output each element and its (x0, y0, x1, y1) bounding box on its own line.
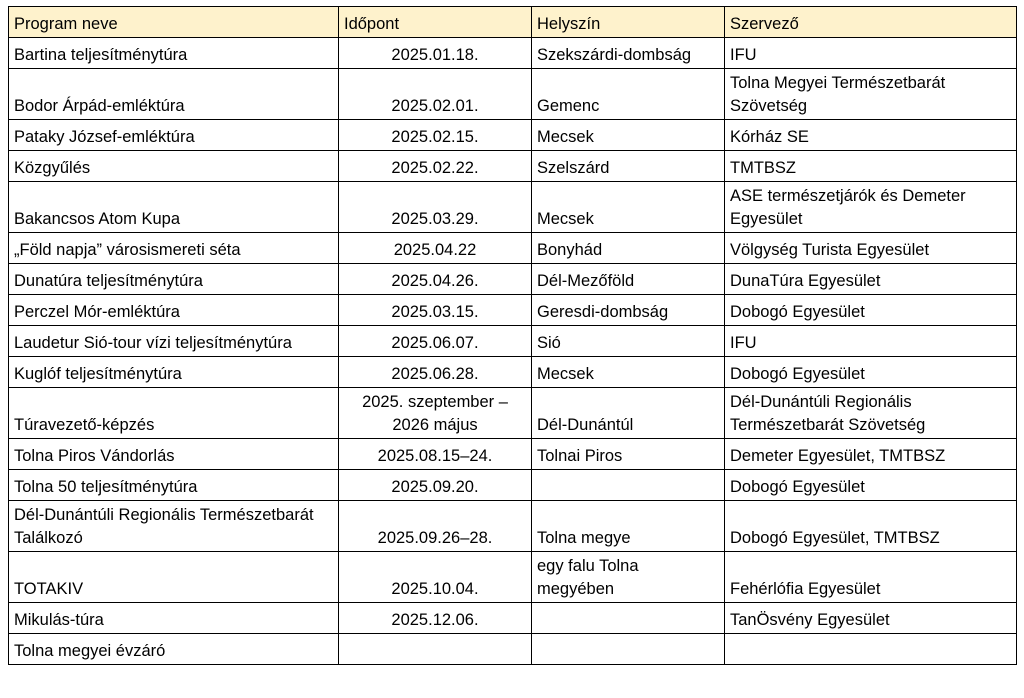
cell-location: Gemenc (532, 69, 725, 120)
cell-organizer: Dobogó Egyesület (725, 295, 1017, 326)
table-row (9, 326, 1017, 357)
cell-location: Szekszárdi-dombság (532, 38, 725, 69)
cell-program: Bartina teljesítménytúra (9, 38, 339, 69)
header-program: Program neve (9, 7, 339, 38)
cell-date: 2025.10.04. (339, 552, 532, 603)
header-organizer: Szervező (725, 7, 1017, 38)
cell-date: 2025.12.06. (339, 603, 532, 634)
cell-date (339, 634, 532, 665)
table-row (9, 552, 1017, 603)
cell-program: Dél-Dunántúli Regionális Természetbarát Találkozó (9, 501, 339, 552)
cell-program: Tolna 50 teljesítménytúra (9, 470, 339, 501)
table-row (9, 151, 1017, 182)
cell-date: 2025.06.07. (339, 326, 532, 357)
cell-location (532, 603, 725, 634)
table-row (9, 439, 1017, 470)
cell-location (532, 470, 725, 501)
cell-organizer: IFU (725, 326, 1017, 357)
cell-program: Túravezető-képzés (9, 388, 339, 439)
table-row (9, 38, 1017, 69)
cell-location: Mecsek (532, 357, 725, 388)
cell-date: 2025.09.20. (339, 470, 532, 501)
cell-date: 2025.04.26. (339, 264, 532, 295)
cell-program: Perczel Mór-emléktúra (9, 295, 339, 326)
cell-organizer: Dobogó Egyesület, TMTBSZ (725, 501, 1017, 552)
cell-date: 2025.02.22. (339, 151, 532, 182)
cell-location: Szelszárd (532, 151, 725, 182)
cell-organizer: Tolna Megyei Természetbarát Szövetség (725, 69, 1017, 120)
table-row (9, 295, 1017, 326)
cell-organizer: TMTBSZ (725, 151, 1017, 182)
cell-location: Sió (532, 326, 725, 357)
cell-date: 2025.04.22 (339, 233, 532, 264)
cell-organizer: ASE természetjárók és Demeter Egyesület (725, 182, 1017, 233)
table-row (9, 233, 1017, 264)
cell-date: 2025.08.15–24. (339, 439, 532, 470)
cell-location: Mecsek (532, 182, 725, 233)
cell-location: Bonyhád (532, 233, 725, 264)
table-row (9, 634, 1017, 665)
cell-program: Tolna Piros Vándorlás (9, 439, 339, 470)
cell-location: Dél-Dunántúl (532, 388, 725, 439)
cell-organizer: TanÖsvény Egyesület (725, 603, 1017, 634)
table-row (9, 69, 1017, 120)
cell-program: Pataky József-emléktúra (9, 120, 339, 151)
cell-location: Geresdi-dombság (532, 295, 725, 326)
cell-organizer: DunaTúra Egyesület (725, 264, 1017, 295)
table-row (9, 357, 1017, 388)
cell-location: egy falu Tolna megyében (532, 552, 725, 603)
cell-date: 2025.01.18. (339, 38, 532, 69)
cell-location: Dél-Mezőföld (532, 264, 725, 295)
table-row (9, 120, 1017, 151)
cell-organizer (725, 634, 1017, 665)
cell-date: 2025. szeptember – 2026 május (339, 388, 532, 439)
cell-program: „Föld napja” városismereti séta (9, 233, 339, 264)
events-table (8, 6, 1017, 665)
cell-program: Laudetur Sió-tour vízi teljesítménytúra (9, 326, 339, 357)
cell-organizer: Kórház SE (725, 120, 1017, 151)
cell-location: Mecsek (532, 120, 725, 151)
table-row (9, 388, 1017, 439)
cell-program: Kuglóf teljesítménytúra (9, 357, 339, 388)
table-row (9, 264, 1017, 295)
table-row (9, 182, 1017, 233)
cell-program: Bakancsos Atom Kupa (9, 182, 339, 233)
cell-organizer: Dobogó Egyesület (725, 357, 1017, 388)
table-row (9, 470, 1017, 501)
cell-program: Bodor Árpád-emléktúra (9, 69, 339, 120)
cell-organizer: Völgység Turista Egyesület (725, 233, 1017, 264)
cell-program: Dunatúra teljesítménytúra (9, 264, 339, 295)
table-row (9, 501, 1017, 552)
cell-date: 2025.03.29. (339, 182, 532, 233)
cell-date: 2025.03.15. (339, 295, 532, 326)
cell-organizer: Dobogó Egyesület (725, 470, 1017, 501)
cell-organizer: IFU (725, 38, 1017, 69)
cell-program: Mikulás-túra (9, 603, 339, 634)
cell-date: 2025.06.28. (339, 357, 532, 388)
header-row (9, 7, 1017, 38)
cell-location: Tolnai Piros (532, 439, 725, 470)
cell-location: Tolna megye (532, 501, 725, 552)
cell-program: Közgyűlés (9, 151, 339, 182)
cell-date: 2025.02.15. (339, 120, 532, 151)
cell-date: 2025.02.01. (339, 69, 532, 120)
cell-program: Tolna megyei évzáró (9, 634, 339, 665)
table-row (9, 603, 1017, 634)
cell-organizer: Fehérlófia Egyesület (725, 552, 1017, 603)
cell-program: TOTAKIV (9, 552, 339, 603)
cell-organizer: Demeter Egyesület, TMTBSZ (725, 439, 1017, 470)
cell-location (532, 634, 725, 665)
cell-date: 2025.09.26–28. (339, 501, 532, 552)
header-location: Helyszín (532, 7, 725, 38)
cell-organizer: Dél-Dunántúli Regionális Természetbarát Szövetség (725, 388, 1017, 439)
header-date: Időpont (339, 7, 532, 38)
